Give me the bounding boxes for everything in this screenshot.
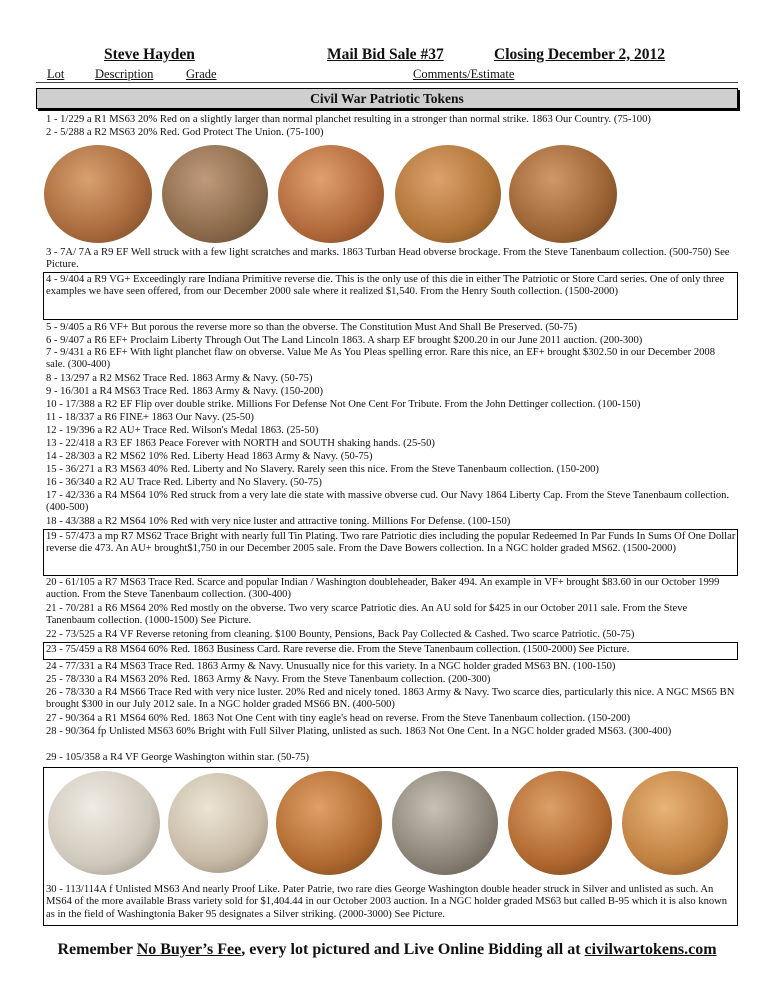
lot-9: 9 - 16/301 a R4 MS63 Trace Red. 1863 Army & Navy. (150-200) xyxy=(46,386,324,397)
lot-3: 3 - 7A/ 7A a R9 EF Well struck with a few light scratches and marks. 1863 Turban Head obverse brockage. From the Steve Tanenbaum collection. (500-750) See Picture. xyxy=(46,247,730,271)
col-lot: Lot xyxy=(47,67,65,81)
lot-13: 13 - 22/418 a R3 EF 1863 Peace Forever with NORTH and SOUTH shaking hands. (25-50) xyxy=(46,438,435,449)
lot-28: 28 - 90/364 fp Unlisted MS63 60% Bright with Full Silver Plating, unlisted as such. 1863 Not One Cent. In a NGC holder graded MS63. (300-400) xyxy=(46,726,672,737)
lot-2: 2 - 5/288 a R2 MS63 20% Red. God Protect The Union. (75-100) xyxy=(46,127,324,138)
eagle-coin-icon xyxy=(392,771,498,875)
indian-head-coin-icon xyxy=(509,145,617,243)
lot-10: 10 - 17/388 a R2 EF Flip over double strike. Millions For Defense Not One Cent For Tribute. From the John Dettinger collection. (100-150) xyxy=(46,399,641,410)
dealer-name: Steve Hayden xyxy=(104,46,195,63)
lot-29: 29 - 105/358 a R4 VF George Washington within star. (50-75) xyxy=(46,752,310,763)
lot-26: 26 - 78/330 a R4 MS66 Trace Red with very nice luster. 20% Red and nicely toned. 1863 Army & Navy. Two scarce dies, particularly this nice. A NGC MS65 BN brought $300 in our July 2012 sale. In a NGC holder graded MS66 BN. (400-500) xyxy=(46,687,735,711)
lot-15: 15 - 36/271 a R3 MS63 40% Red. Liberty and No Slavery. Rarely seen this nice. From the Steve Tanenbaum collection. (150-200) xyxy=(46,464,599,475)
closing-date: Closing December 2, 2012 xyxy=(494,46,666,63)
no-buyers-fee: No Buyer’s Fee xyxy=(136,941,242,958)
footer-note xyxy=(0,941,774,959)
lot-8: 8 - 13/297 a R2 MS62 Trace Red. 1863 Army & Navy. (50-75) xyxy=(46,373,313,384)
lot-5: 5 - 9/405 a R6 VF+ But porous the reverse more so than the obverse. The Constitution Must And Shall Be Preserved. (50-75) xyxy=(46,322,578,333)
footer-before: Remember xyxy=(57,941,137,958)
lot-23: 23 - 75/459 a R8 MS64 60% Red. 1863 Business Card. Rare reverse die. From the Steve Tanenbaum collection. (1500-2000) See Picture. xyxy=(46,644,630,655)
lot-18: 18 - 43/388 a R2 MS64 10% Red with very nice luster and attractive toning. Millions For Defense. (100-150) xyxy=(46,516,511,527)
footer-middle: , every lot pictured and Live Online Bidding all at xyxy=(241,941,585,958)
lot-11: 11 - 18/337 a R6 FINE+ 1863 Our Navy. (25-50) xyxy=(46,412,254,423)
coin-photo-row-bottom xyxy=(48,771,734,879)
col-grade: Grade xyxy=(186,67,217,81)
lot-16: 16 - 36/340 a R2 AU Trace Red. Liberty and No Slavery. (50-75) xyxy=(46,477,322,488)
lot-24: 24 - 77/331 a R4 MS63 Trace Red. 1863 Army & Navy. Unusually nice for this variety. In a NGC holder graded MS63 BN. (100-150) xyxy=(46,661,616,672)
website-link[interactable]: civilwartokens.com xyxy=(584,941,717,958)
eagle-coin-icon xyxy=(278,145,384,243)
lot-25: 25 - 78/330 a R4 MS63 20% Red. 1863 Army & Navy. From the Steve Tanenbaum collection. (200-300) xyxy=(46,674,491,685)
washington-coin-icon xyxy=(48,771,160,875)
washington-coin-icon xyxy=(168,773,268,873)
lot-14: 14 - 28/303 a R2 MS62 10% Red. Liberty Head 1863 Army & Navy. (50-75) xyxy=(46,451,373,462)
header-divider xyxy=(36,82,738,83)
column-headers xyxy=(0,67,774,83)
sale-title: Mail Bid Sale #37 xyxy=(327,46,444,63)
lincoln-coin-icon xyxy=(276,771,382,875)
lot-7: 7 - 9/431 a R6 EF+ With light planchet flaw on obverse. Value Me As You Pleas spelling error. Rare this nice, an EF+ brought $302.50 in our December 2008 sale. (300-400) xyxy=(46,347,716,371)
lot-12: 12 - 19/396 a R2 AU+ Trace Red. Wilson's Medal 1863. (25-50) xyxy=(46,425,319,436)
lot-20: 20 - 61/105 a R7 MS63 Trace Red. Scarce and popular Indian / Washington doubleheader, Baker 494. An example in VF+ brought $83.60 in our October 1999 auction. From the Steve Tanenbaum collection. (300-400) xyxy=(46,577,720,601)
lot-22: 22 - 73/525 a R4 VF Reverse retoning from cleaning. $100 Bounty, Pensions, Back Pay Collected & Cashed. Two scarce Patriotic. (50-75) xyxy=(46,629,635,640)
section-title: Civil War Patriotic Tokens xyxy=(36,88,738,109)
liberty-head-coin-icon xyxy=(44,145,152,243)
col-comments: Comments/Estimate xyxy=(413,67,515,81)
lot-21: 21 - 70/281 a R6 MS64 20% Red mostly on the obverse. Two very scarce Patriotic dies. An AU sold for $425 in our October 2011 sale. From the Steve Tanenbaum collection. (1000-1500) See Picture. xyxy=(46,603,688,627)
lot-30: 30 - 113/114A f Unlisted MS63 And nearly Proof Like. Pater Patrie, two rare dies George Washington double header struck in Silver and unlisted as such. An MS64 of the more available Brass variety sold for $1,404.44 in our October 2003 auction. In a NGC holder graded MS63 but called B-95 which it is also known as in the field of Washingtonia Baker 95 designates a Silver striking. (2000-3000) See Picture. xyxy=(46,884,728,920)
coin-photo-row-top xyxy=(44,145,734,245)
col-description: Description xyxy=(95,67,154,81)
lot-4: 4 - 9/404 a R9 VG+ Exceedingly rare Indiana Primitive reverse die. This is the only use of this die in either The Patriotic or Store Card series. One of only three examples we have seen offered, from our December 2000 sale where it realized $1,540. From the Henry South collection. (1500-2000) xyxy=(46,274,725,298)
lot-27: 27 - 90/364 a R1 MS64 60% Red. 1863 Not One Cent with tiny eagle's head on reverse. From the Steve Tanenbaum collection. (150-200) xyxy=(46,713,631,724)
lot-17: 17 - 42/336 a R4 MS64 10% Red struck from a very late die state with massive obverse cud. Our Navy 1864 Liberty Cap. From the Steve Tanenbaum collection. (400-500) xyxy=(46,490,730,514)
shield-coin-icon xyxy=(622,771,728,875)
lot-6: 6 - 9/407 a R6 EF+ Proclaim Liberty Through Out The Land Lincoln 1863. A sharp EF brought $200.20 in our June 2011 auction. (200-300) xyxy=(46,335,643,346)
lincoln-coin-icon xyxy=(508,771,612,875)
business-card-coin-icon xyxy=(395,145,501,243)
liberty-head-brockage-coin-icon xyxy=(162,145,268,243)
sale-header xyxy=(0,46,774,64)
lot-19: 19 - 57/473 a mp R7 MS62 Trace Bright with nearly full Tin Plating. Two rare Patriotic dies including the popular Redeemed In Par Funds In Sums Of One Dollar reverse die 473. An AU+ brought$1,750 in our December 2005 sale. From the Dave Bowers collection. In a NGC holder graded MS62. (1500-2000) xyxy=(46,531,736,555)
lot-1: 1 - 1/229 a R1 MS63 20% Red on a slightly larger than normal planchet resulting in a stronger than normal strike. 1863 Our Country. (75-100) xyxy=(46,114,651,125)
